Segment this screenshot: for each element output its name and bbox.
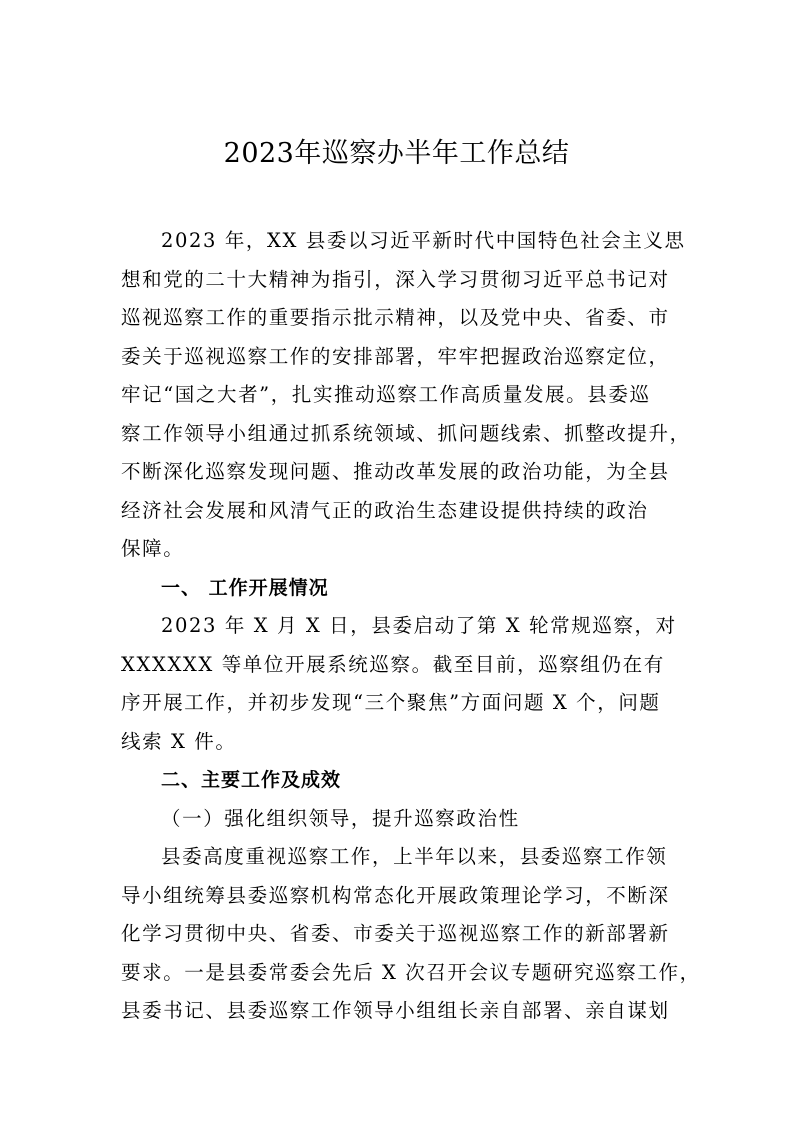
document-body [121, 222, 701, 1031]
text-line: 察工作领导小组通过抓系统领域、抓问题线索、抓整改提升， [121, 421, 691, 445]
text-line: 委关于巡视巡察工作的安排部署，牢牢把握政治巡察定位， [121, 344, 670, 368]
text-line: 2023 年 X 月 X 日，县委启动了第 X 轮常规巡察，对 [161, 614, 677, 637]
subsection-heading-1: （一）强化组织领导，提升巡察政治性 [161, 806, 520, 830]
text-line: 牢记“国之大者”，扎实推动巡察工作高质量发展。县委巡 [121, 383, 651, 406]
section-heading-1: 一、 工作开展情况 [161, 576, 329, 599]
intro-paragraph [121, 222, 691, 569]
section-heading-2: 二、主要工作及成效 [161, 769, 342, 791]
text-line: 序开展工作，并初步发现“三个聚焦”方面问题 X 个，问题 [121, 691, 661, 714]
text-line: 要求。一是县委常委会先后 X 次召开会议专题研究巡察工作， [121, 960, 701, 984]
text-line: 想和党的二十大精神为指引，深入学习贯彻习近平总书记对 [121, 267, 670, 291]
text-line: 县委高度重视巡察工作，上半年以来，县委巡察工作领 [161, 845, 668, 868]
text-line: 导小组统筹县委巡察机构常态化开展政策理论学习，不断深 [121, 883, 670, 907]
text-line: 线索 X 件。 [121, 729, 237, 753]
text-line: 不断深化巡察发现问题、推动改革发展的政治功能，为全县 [121, 460, 670, 483]
text-line: XXXXXX 等单位开展系统巡察。截至目前，巡察组仍在有 [121, 652, 665, 676]
text-line: 县委书记、县委巡察工作领导小组组长亲自部署、亲自谋划 [121, 999, 670, 1022]
text-line: 保障。 [121, 537, 185, 560]
text-line: 巡视巡察工作的重要指示批示精神，以及党中央、省委、市 [121, 306, 670, 329]
subsection1-paragraph [121, 838, 701, 1031]
section1-paragraph [121, 607, 677, 761]
document-title: 2023年巡察办半年工作总结 [223, 138, 570, 169]
text-line: 2023 年，XX 县委以习近平新时代中国特色社会主义思 [161, 229, 686, 252]
text-line: 经济社会发展和风清气正的政治生态建设提供持续的政治 [121, 498, 649, 522]
text-line: 化学习贯彻中央、省委、市委关于巡视巡察工作的新部署新 [121, 922, 670, 945]
